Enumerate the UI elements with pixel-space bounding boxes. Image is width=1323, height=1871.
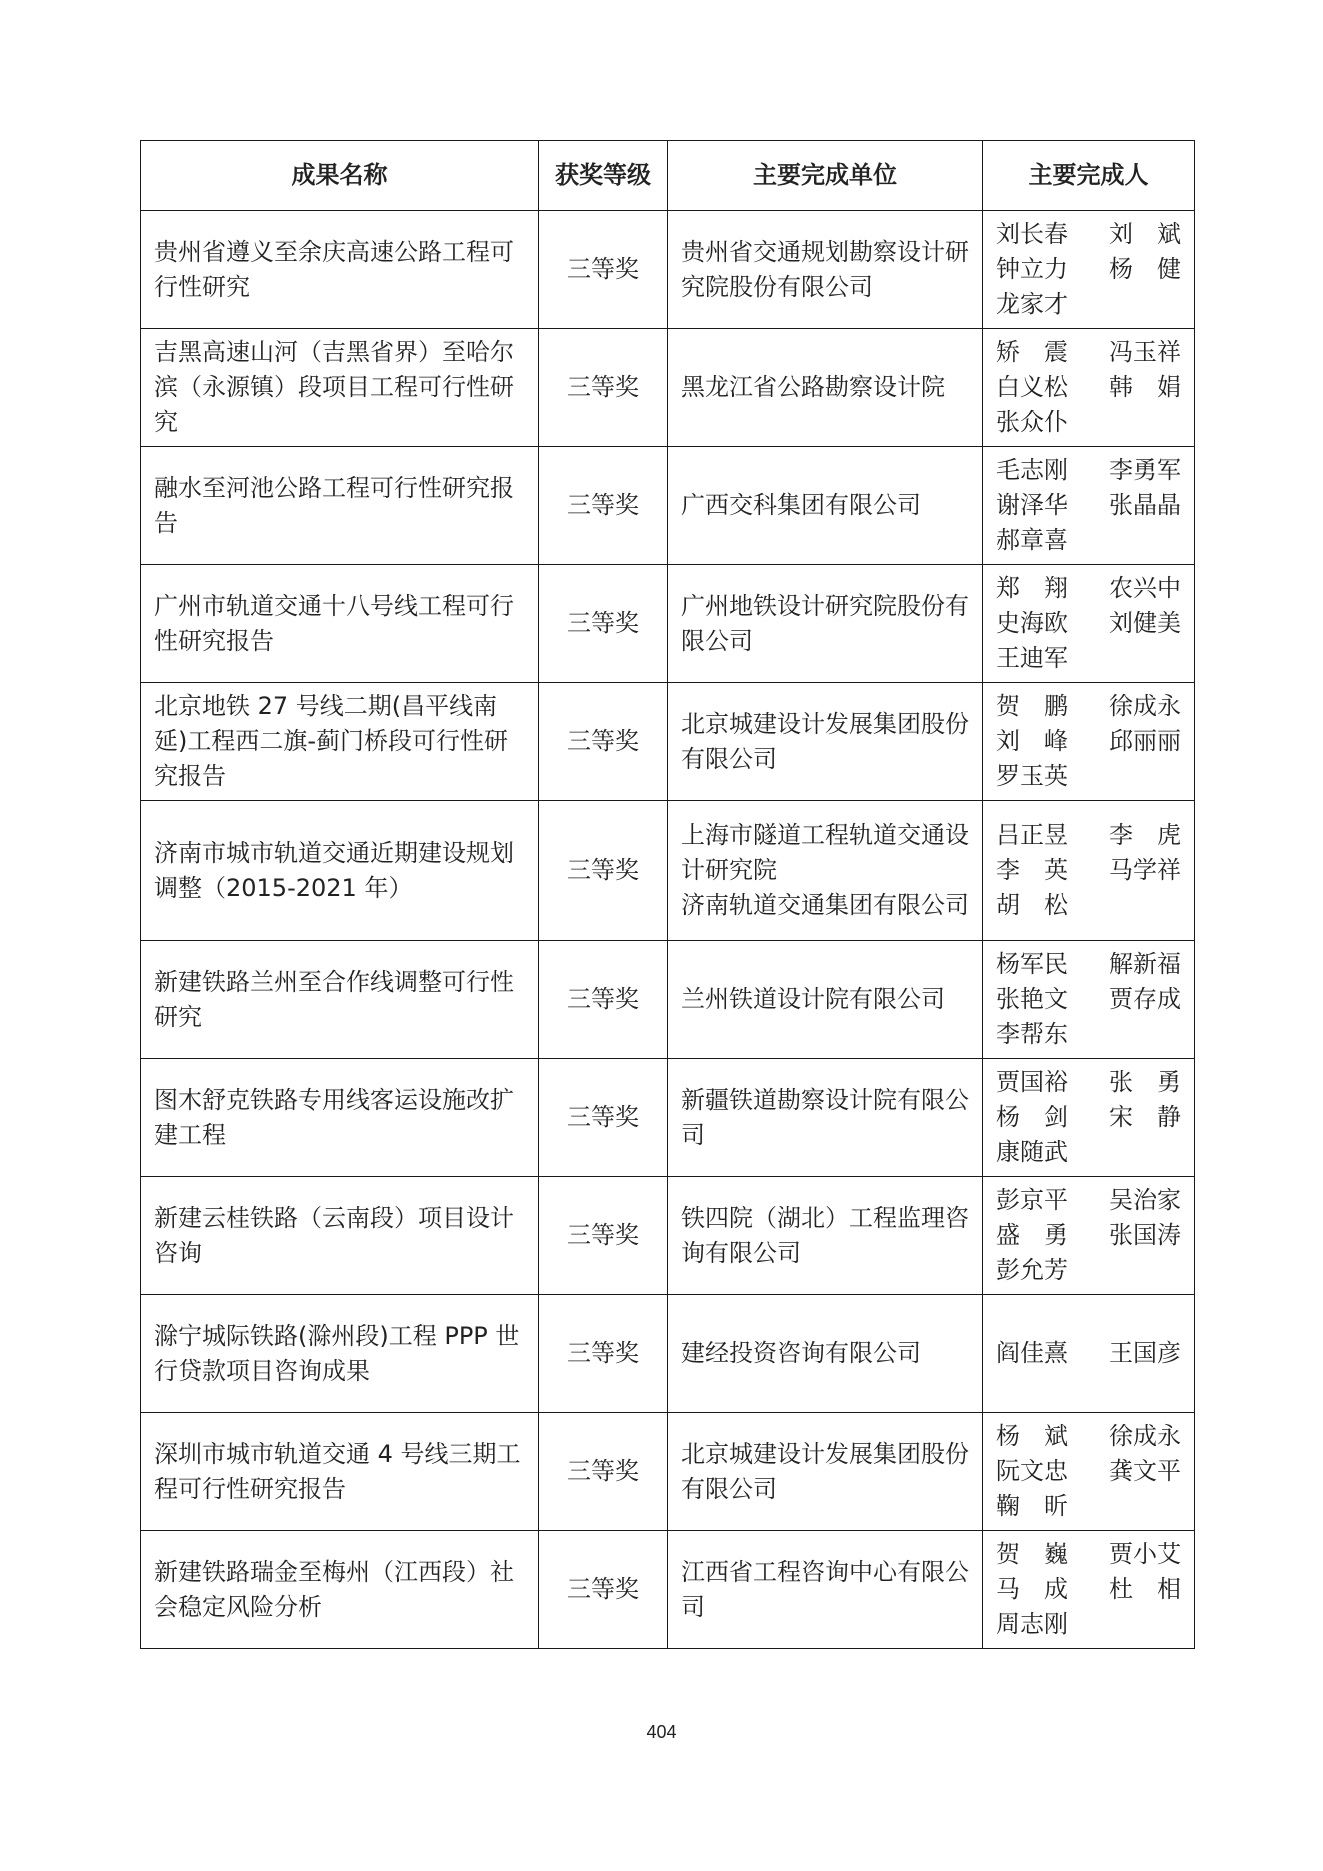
person-name: 刘健美 bbox=[1109, 609, 1181, 637]
award-level: 三等奖 bbox=[539, 801, 668, 941]
award-level: 三等奖 bbox=[539, 565, 668, 683]
completion-unit bbox=[668, 329, 983, 447]
table-row bbox=[141, 329, 1195, 447]
person-name: 谢泽华 bbox=[996, 491, 1068, 519]
person-name: 康随武 bbox=[996, 1138, 1068, 1166]
people-list bbox=[996, 335, 1181, 440]
award-level: 三等奖 bbox=[539, 211, 668, 329]
achievement-name: 北京地铁 27 号线二期(昌平线南延)工程西二旗-蓟门桥段可行性研究报告 bbox=[141, 683, 539, 801]
unit-name: 铁四院（湖北）工程监理咨询有限公司 bbox=[681, 1203, 969, 1267]
unit-name: 北京城建设计发展集团股份有限公司 bbox=[681, 709, 969, 773]
achievement-name: 广州市轨道交通十八号线工程可行性研究报告 bbox=[141, 565, 539, 683]
person-name: 矫 震 bbox=[996, 338, 1068, 366]
completion-people bbox=[983, 211, 1195, 329]
unit-name: 上海市隧道工程轨道交通设计研究院 bbox=[681, 821, 969, 884]
completion-people bbox=[983, 565, 1195, 683]
person-name: 农兴中 bbox=[1109, 574, 1181, 602]
people-list bbox=[996, 947, 1181, 1052]
completion-unit bbox=[668, 941, 983, 1059]
person-name: 彭允芳 bbox=[996, 1256, 1068, 1284]
unit-name: 黑龙江省公路勘察设计院 bbox=[681, 373, 945, 401]
completion-unit bbox=[668, 1295, 983, 1413]
header-unit: 主要完成单位 bbox=[668, 141, 983, 211]
header-row bbox=[141, 141, 1195, 211]
person-name: 贾小艾 bbox=[1109, 1540, 1181, 1568]
achievement-name: 新建铁路瑞金至梅州（江西段）社会稳定风险分析 bbox=[141, 1531, 539, 1649]
person-name: 杨 斌 bbox=[996, 1422, 1068, 1450]
completion-unit bbox=[668, 1531, 983, 1649]
award-level: 三等奖 bbox=[539, 1413, 668, 1531]
people-list bbox=[996, 1419, 1181, 1524]
people-list bbox=[996, 571, 1181, 676]
achievement-name: 滁宁城际铁路(滁州段)工程 PPP 世行贷款项目咨询成果 bbox=[141, 1295, 539, 1413]
person-name: 张晶晶 bbox=[1109, 491, 1181, 519]
achievement-name: 融水至河池公路工程可行性研究报告 bbox=[141, 447, 539, 565]
achievement-name: 贵州省遵义至余庆高速公路工程可行性研究 bbox=[141, 211, 539, 329]
person-name: 解新福 bbox=[1109, 950, 1181, 978]
achievement-name: 深圳市城市轨道交通 4 号线三期工程可行性研究报告 bbox=[141, 1413, 539, 1531]
unit-name: 广西交科集团有限公司 bbox=[681, 491, 921, 519]
completion-people bbox=[983, 1177, 1195, 1295]
person-name: 阮文忠 bbox=[996, 1457, 1068, 1485]
person-name: 白义松 bbox=[996, 373, 1068, 401]
header-level: 获奖等级 bbox=[539, 141, 668, 211]
person-name: 罗玉英 bbox=[996, 762, 1068, 790]
person-name: 贾存成 bbox=[1109, 985, 1181, 1013]
person-name: 马学祥 bbox=[1109, 856, 1181, 884]
person-name: 王迪军 bbox=[996, 644, 1068, 672]
person-name: 李 虎 bbox=[1109, 821, 1181, 849]
person-name: 杨军民 bbox=[996, 950, 1068, 978]
people-list bbox=[996, 818, 1181, 923]
completion-unit bbox=[668, 211, 983, 329]
person-name: 周志刚 bbox=[996, 1610, 1068, 1638]
person-name: 李 英 bbox=[996, 856, 1068, 884]
award-level: 三等奖 bbox=[539, 1059, 668, 1177]
achievement-name: 新建铁路兰州至合作线调整可行性研究 bbox=[141, 941, 539, 1059]
person-name: 刘 斌 bbox=[1109, 220, 1181, 248]
person-name: 吴治家 bbox=[1109, 1186, 1181, 1214]
completion-unit bbox=[668, 683, 983, 801]
unit-name: 建经投资咨询有限公司 bbox=[681, 1339, 921, 1367]
unit-name: 贵州省交通规划勘察设计研究院股份有限公司 bbox=[681, 237, 969, 301]
table-row bbox=[141, 1177, 1195, 1295]
completion-unit bbox=[668, 1177, 983, 1295]
completion-people bbox=[983, 683, 1195, 801]
person-name: 徐成永 bbox=[1109, 692, 1181, 720]
completion-people bbox=[983, 941, 1195, 1059]
people-list bbox=[996, 453, 1181, 558]
unit-name: 广州地铁设计研究院股份有限公司 bbox=[681, 591, 969, 655]
people-list bbox=[996, 689, 1181, 794]
person-name: 张艳文 bbox=[996, 985, 1068, 1013]
people-list bbox=[996, 1065, 1181, 1170]
person-name: 龙家才 bbox=[996, 290, 1068, 318]
completion-unit bbox=[668, 1059, 983, 1177]
person-name: 张国涛 bbox=[1109, 1221, 1181, 1249]
table-row bbox=[141, 1413, 1195, 1531]
person-name: 龚文平 bbox=[1109, 1457, 1181, 1485]
award-level: 三等奖 bbox=[539, 329, 668, 447]
table-row bbox=[141, 211, 1195, 329]
person-name: 李勇军 bbox=[1109, 456, 1181, 484]
table-row bbox=[141, 1059, 1195, 1177]
person-name: 贺 巍 bbox=[996, 1540, 1068, 1568]
completion-people bbox=[983, 1295, 1195, 1413]
award-level: 三等奖 bbox=[539, 447, 668, 565]
person-name: 张众仆 bbox=[996, 408, 1068, 436]
person-name: 史海欧 bbox=[996, 609, 1068, 637]
award-level: 三等奖 bbox=[539, 683, 668, 801]
table-row bbox=[141, 1531, 1195, 1649]
page-number: 404 bbox=[646, 1722, 677, 1742]
person-name: 钟立力 bbox=[996, 255, 1068, 283]
header-name: 成果名称 bbox=[141, 141, 539, 211]
table-row bbox=[141, 801, 1195, 941]
award-level: 三等奖 bbox=[539, 1531, 668, 1649]
completion-people bbox=[983, 447, 1195, 565]
unit-name: 北京城建设计发展集团股份有限公司 bbox=[681, 1439, 969, 1503]
person-name: 贺 鹏 bbox=[996, 692, 1068, 720]
completion-people bbox=[983, 1531, 1195, 1649]
person-name: 杨 健 bbox=[1109, 255, 1181, 283]
unit-name: 兰州铁道设计院有限公司 bbox=[681, 985, 945, 1013]
unit-name: 济南轨道交通集团有限公司 bbox=[681, 891, 969, 919]
achievement-name: 吉黑高速山河（吉黑省界）至哈尔滨（永源镇）段项目工程可行性研究 bbox=[141, 329, 539, 447]
completion-people bbox=[983, 801, 1195, 941]
table-row bbox=[141, 941, 1195, 1059]
person-name: 徐成永 bbox=[1109, 1422, 1181, 1450]
person-name: 杜 相 bbox=[1109, 1575, 1181, 1603]
person-name: 张 勇 bbox=[1109, 1068, 1181, 1096]
completion-people bbox=[983, 1059, 1195, 1177]
person-name: 郝章喜 bbox=[996, 526, 1068, 554]
person-name: 刘长春 bbox=[996, 220, 1068, 248]
person-name: 刘 峰 bbox=[996, 727, 1068, 755]
achievement-name: 图木舒克铁路专用线客运设施改扩建工程 bbox=[141, 1059, 539, 1177]
person-name: 李帮东 bbox=[996, 1020, 1068, 1048]
people-list bbox=[996, 217, 1181, 322]
table-row bbox=[141, 683, 1195, 801]
table-row bbox=[141, 565, 1195, 683]
person-name: 阎佳熹 bbox=[996, 1339, 1068, 1367]
table-row bbox=[141, 447, 1195, 565]
completion-unit bbox=[668, 447, 983, 565]
person-name: 毛志刚 bbox=[996, 456, 1068, 484]
completion-people bbox=[983, 1413, 1195, 1531]
person-name: 邱丽丽 bbox=[1109, 727, 1181, 755]
people-list bbox=[996, 1183, 1181, 1288]
person-name: 宋 静 bbox=[1109, 1103, 1181, 1131]
achievement-name: 济南市城市轨道交通近期建设规划调整（2015-2021 年） bbox=[141, 801, 539, 941]
people-list bbox=[996, 1537, 1181, 1642]
person-name: 彭京平 bbox=[996, 1186, 1068, 1214]
unit-name: 新疆铁道勘察设计院有限公司 bbox=[681, 1085, 969, 1149]
header-people: 主要完成人 bbox=[983, 141, 1195, 211]
awards-table bbox=[140, 140, 1195, 1649]
achievement-name: 新建云桂铁路（云南段）项目设计咨询 bbox=[141, 1177, 539, 1295]
person-name: 韩 娟 bbox=[1109, 373, 1181, 401]
person-name: 马 成 bbox=[996, 1575, 1068, 1603]
award-level: 三等奖 bbox=[539, 941, 668, 1059]
person-name: 杨 剑 bbox=[996, 1103, 1068, 1131]
person-name: 胡 松 bbox=[996, 891, 1068, 919]
person-name: 鞠 昕 bbox=[996, 1492, 1068, 1520]
award-level: 三等奖 bbox=[539, 1177, 668, 1295]
unit-name: 江西省工程咨询中心有限公司 bbox=[681, 1557, 969, 1621]
person-name: 盛 勇 bbox=[996, 1221, 1068, 1249]
person-name: 贾国裕 bbox=[996, 1068, 1068, 1096]
person-name: 吕正昱 bbox=[996, 821, 1068, 849]
completion-people bbox=[983, 329, 1195, 447]
completion-unit bbox=[668, 801, 983, 941]
people-list bbox=[996, 1336, 1181, 1371]
completion-unit bbox=[668, 565, 983, 683]
table-row bbox=[141, 1295, 1195, 1413]
person-name: 冯玉祥 bbox=[1109, 338, 1181, 366]
person-name: 郑 翔 bbox=[996, 574, 1068, 602]
person-name: 王国彦 bbox=[1109, 1339, 1181, 1367]
award-level: 三等奖 bbox=[539, 1295, 668, 1413]
completion-unit bbox=[668, 1413, 983, 1531]
